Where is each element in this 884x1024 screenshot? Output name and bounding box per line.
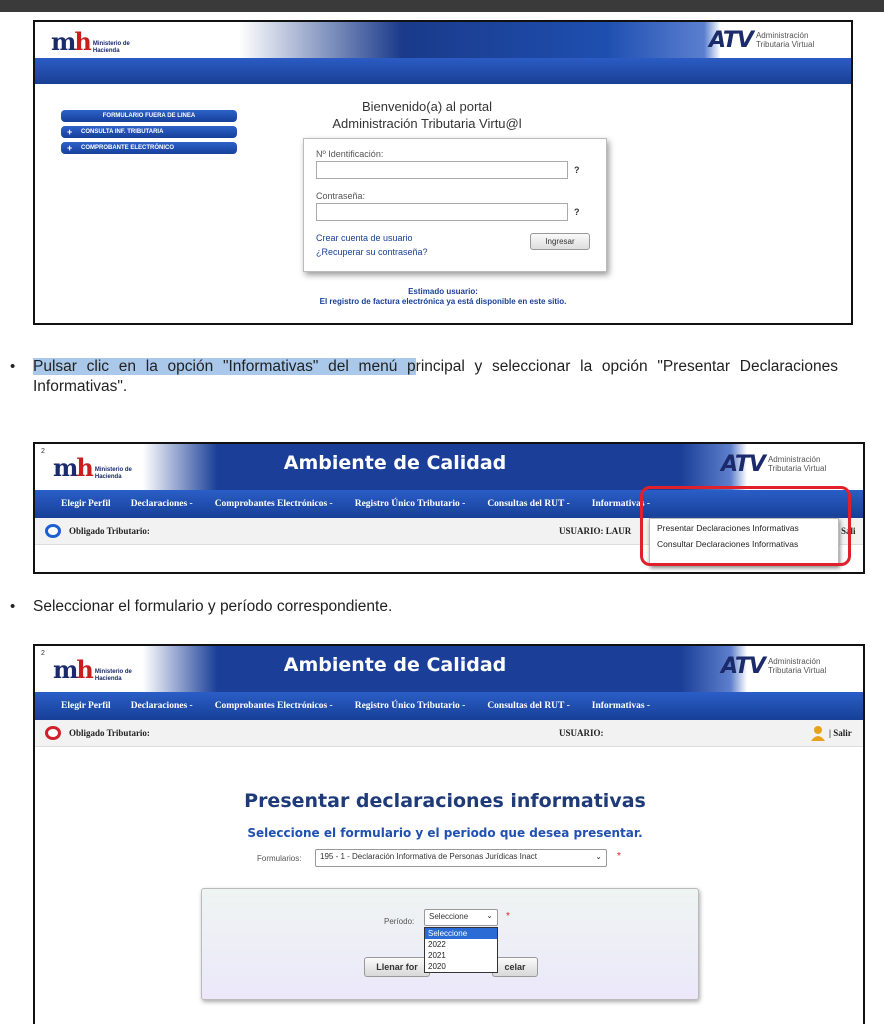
id-help-icon[interactable]: ? (574, 165, 580, 175)
logout-link[interactable]: Sali (841, 526, 856, 536)
menu-comprobantes[interactable]: Comprobantes Electrónicos - (214, 499, 333, 509)
atv-logo: ATV Administración Tributaria Virtual (721, 452, 827, 477)
chevron-down-icon: ⌄ (595, 852, 602, 861)
menu-informativas[interactable]: Informativas - (591, 701, 651, 711)
password-label: Contraseña: (316, 191, 366, 201)
bullet-1: • (10, 358, 16, 375)
required-mark: * (617, 851, 621, 862)
formularios-select[interactable]: 195 - 1 - Declaración Informativa de Personas Jurídicas Inact ⌄ (315, 849, 607, 867)
form-screenshot (33, 644, 865, 1024)
password-help-icon[interactable]: ? (574, 207, 580, 217)
step2-text: Seleccionar el formulario y período correspondiente. (33, 598, 393, 615)
step1-highlight: Pulsar clic en la opción "Informativas" del menú p (33, 358, 416, 375)
version-mark: 2 (41, 448, 45, 455)
environment-title: Ambiente de Calidad (283, 452, 507, 474)
password-input[interactable] (316, 203, 568, 221)
menu-elegir-perfil[interactable]: Elegir Perfil (61, 499, 111, 509)
obligado-label: Obligado Tributario: (69, 526, 150, 536)
login-portal-screenshot (33, 20, 853, 325)
tax-info-button[interactable]: + CONSULTA INF. TRIBUTARIA (61, 126, 237, 138)
menu-screenshot (33, 442, 865, 574)
electronic-receipt-button[interactable]: + COMPROBANTE ELECTRÓNICO (61, 142, 237, 154)
bullet-2: • (10, 598, 16, 615)
profile-circle-icon (45, 726, 61, 740)
user-bar (35, 720, 863, 747)
welcome-text: Bienvenido(a) al portal Administración Tributaria Virtu@l (332, 99, 522, 131)
chevron-down-icon: ⌄ (486, 911, 493, 920)
recover-password-link[interactable]: ¿Recuperar su contraseña? (316, 247, 428, 257)
top-dark-bar (0, 0, 884, 12)
environment-title: Ambiente de Calidad (283, 654, 507, 676)
highlight-box (640, 486, 851, 566)
dropdown-presentar[interactable]: Presentar Declaraciones Informativas (657, 523, 799, 533)
menu-consultas-rut[interactable]: Consultas del RUT - (487, 701, 570, 711)
main-menu (35, 692, 863, 720)
option-seleccione[interactable]: Seleccione (425, 928, 497, 939)
login-button[interactable]: Ingresar (530, 233, 590, 250)
notice-text: Estimado usuario: El registro de factura electrónica ya está disponible en este sitio. (319, 287, 567, 306)
menu-comprobantes[interactable]: Comprobantes Electrónicos - (214, 701, 333, 711)
id-label: Nº Identificación: (316, 149, 384, 159)
required-mark: * (506, 911, 510, 922)
menu-registro-unico[interactable]: Registro Único Tributario - (354, 701, 466, 711)
step1-text (33, 357, 838, 397)
version-mark: 2 (41, 650, 45, 657)
formularios-label: Formularios: (257, 854, 302, 863)
menu-declaraciones[interactable]: Declaraciones - (130, 701, 193, 711)
form-title: Presentar declaraciones informativas (244, 790, 646, 812)
user-icon (811, 725, 825, 741)
step1-rest: rincipal y seleccionar la opción "Presentar Declaraciones Informativas". (33, 358, 838, 395)
hacienda-logo (51, 27, 130, 56)
user-label: USUARIO: LAUR (559, 526, 632, 536)
hacienda-logo: mh Ministerio de Hacienda (53, 655, 132, 684)
option-2020[interactable]: 2020 (428, 962, 446, 971)
atv-logo: ATV Administración Tributaria Virtual (721, 654, 827, 679)
id-input[interactable] (316, 161, 568, 179)
offline-form-button[interactable]: FORMULARIO FUERA DE LINEA (61, 110, 237, 122)
periodo-select[interactable]: Seleccione ⌄ (424, 909, 498, 926)
menu-elegir-perfil[interactable]: Elegir Perfil (61, 701, 111, 711)
hacienda-logo: mh Ministerio de Hacienda (53, 453, 132, 482)
fill-form-button[interactable]: Llenar for (364, 957, 430, 977)
menu-informativas[interactable]: Informativas - (591, 499, 651, 509)
periodo-options (424, 927, 498, 973)
cancel-button[interactable]: celar (492, 957, 538, 977)
logo-mark: mh (51, 27, 90, 56)
logout-link[interactable]: | Salir (829, 728, 852, 738)
period-panel (201, 888, 699, 1000)
menu-registro-unico[interactable]: Registro Único Tributario - (354, 499, 466, 509)
create-account-link[interactable]: Crear cuenta de usuario (316, 233, 413, 243)
menu-consultas-rut[interactable]: Consultas del RUT - (487, 499, 570, 509)
login-box (303, 138, 607, 272)
portal-nav-bar (35, 58, 851, 84)
user-label: USUARIO: (559, 728, 604, 738)
profile-circle-icon (45, 524, 61, 538)
option-2021[interactable]: 2021 (428, 951, 446, 960)
dropdown-consultar[interactable]: Consultar Declaraciones Informativas (657, 539, 799, 549)
obligado-label: Obligado Tributario: (69, 728, 150, 738)
menu-declaraciones[interactable]: Declaraciones - (130, 499, 193, 509)
option-2022[interactable]: 2022 (428, 940, 446, 949)
logo-caption: Ministerio de Hacienda (92, 41, 130, 54)
form-subtitle: Seleccione el formulario y el periodo que desea presentar. (247, 826, 643, 840)
periodo-label: Período: (384, 917, 415, 926)
atv-logo: ATV Administración Tributaria Virtual (709, 28, 815, 53)
